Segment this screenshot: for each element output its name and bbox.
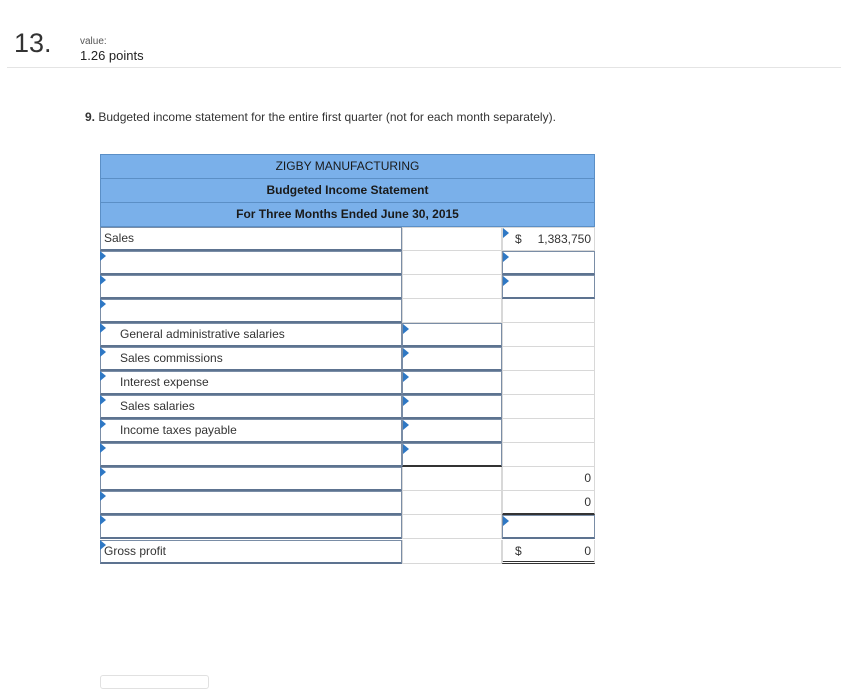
total-value: 0 — [584, 495, 591, 509]
label-input[interactable]: Sales commissions — [100, 347, 402, 371]
total-cell — [502, 371, 595, 395]
label-input[interactable]: Interest expense — [100, 371, 402, 395]
total-cell — [502, 491, 595, 515]
amount-input[interactable] — [402, 371, 502, 395]
question-number: 13. — [14, 28, 52, 58]
company-name: ZIGBY MANUFACTURING — [100, 154, 595, 179]
amount-cell — [402, 227, 502, 251]
dropdown-marker-icon — [503, 252, 509, 262]
total-value: 1,383,750 — [537, 232, 591, 246]
dropdown-marker-icon — [100, 323, 106, 333]
amount-cell — [402, 515, 502, 539]
amount-cell — [402, 491, 502, 515]
label-input[interactable] — [100, 515, 402, 539]
dropdown-marker-icon — [100, 275, 106, 285]
total-cell — [502, 419, 595, 443]
value-label: value: — [80, 36, 107, 47]
points-value: 1.26 points — [80, 48, 144, 63]
total-input[interactable] — [502, 275, 595, 299]
instruction-body: Budgeted income statement for the entire first quarter (not for each month separately). — [98, 110, 556, 124]
total-input[interactable] — [502, 515, 595, 539]
dropdown-marker-icon — [403, 324, 409, 334]
header-divider — [7, 67, 841, 68]
label-input[interactable] — [100, 299, 402, 323]
total-cell — [502, 347, 595, 371]
dropdown-marker-icon — [100, 515, 106, 525]
amount-cell — [402, 540, 502, 564]
label-input[interactable]: Sales salaries — [100, 395, 402, 419]
table-row — [100, 419, 595, 443]
dropdown-marker-icon — [503, 516, 509, 526]
instruction-prefix: 9. — [85, 110, 96, 124]
amount-input[interactable] — [402, 419, 502, 443]
total-cell — [502, 443, 595, 467]
total-value: 0 — [584, 544, 591, 558]
table-row — [100, 395, 595, 419]
label-input[interactable] — [100, 251, 402, 275]
label-input[interactable]: Gross profit — [100, 540, 402, 564]
amount-cell — [402, 275, 502, 299]
dropdown-marker-icon — [100, 251, 106, 261]
total-cell — [502, 467, 595, 491]
amount-cell — [402, 299, 502, 323]
amount-cell — [402, 251, 502, 275]
label-input[interactable]: Sales — [100, 227, 402, 251]
total-input[interactable] — [502, 251, 595, 275]
dropdown-marker-icon — [100, 347, 106, 357]
label-input[interactable] — [100, 467, 402, 491]
dropdown-marker-icon — [403, 396, 409, 406]
table-row — [100, 491, 595, 515]
label-input[interactable] — [100, 275, 402, 299]
dropdown-marker-icon — [100, 299, 106, 309]
dropdown-marker-icon — [100, 371, 106, 381]
total-cell — [502, 540, 595, 564]
amount-input[interactable] — [402, 323, 502, 347]
table-row — [100, 371, 595, 395]
instruction-text — [85, 110, 556, 124]
next-button[interactable] — [100, 675, 209, 689]
table-row — [100, 467, 595, 491]
statement-period: For Three Months Ended June 30, 2015 — [100, 203, 595, 227]
dropdown-marker-icon — [100, 467, 106, 477]
dropdown-marker-icon — [403, 420, 409, 430]
table-row — [100, 275, 595, 299]
table-row — [100, 299, 595, 323]
dropdown-marker-icon — [403, 444, 409, 454]
amount-input[interactable] — [402, 347, 502, 371]
table-row — [100, 515, 595, 539]
total-cell — [502, 395, 595, 419]
amount-input[interactable] — [402, 443, 502, 467]
dropdown-marker-icon — [100, 443, 106, 453]
dropdown-marker-icon — [503, 228, 509, 238]
dropdown-marker-icon — [100, 540, 106, 550]
total-cell — [502, 323, 595, 347]
table-row — [100, 323, 595, 347]
statement-title: Budgeted Income Statement — [100, 179, 595, 203]
dollar-sign: $ — [515, 232, 522, 246]
label-input[interactable] — [100, 491, 402, 515]
dropdown-marker-icon — [100, 395, 106, 405]
table-row — [100, 443, 595, 467]
amount-input[interactable] — [402, 395, 502, 419]
dropdown-marker-icon — [100, 491, 106, 501]
total-value: 0 — [584, 471, 591, 485]
dropdown-marker-icon — [403, 372, 409, 382]
dropdown-marker-icon — [100, 419, 106, 429]
label-input[interactable]: General administrative salaries — [100, 323, 402, 347]
total-cell — [502, 227, 595, 251]
table-row — [100, 540, 595, 564]
total-cell — [502, 299, 595, 323]
amount-cell — [402, 467, 502, 491]
table-row — [100, 347, 595, 371]
dropdown-marker-icon — [403, 348, 409, 358]
income-statement-table — [100, 154, 595, 564]
label-input[interactable] — [100, 443, 402, 467]
table-row — [100, 251, 595, 275]
dollar-sign: $ — [515, 544, 522, 558]
dropdown-marker-icon — [503, 276, 509, 286]
table-row — [100, 227, 595, 251]
label-input[interactable]: Income taxes payable — [100, 419, 402, 443]
